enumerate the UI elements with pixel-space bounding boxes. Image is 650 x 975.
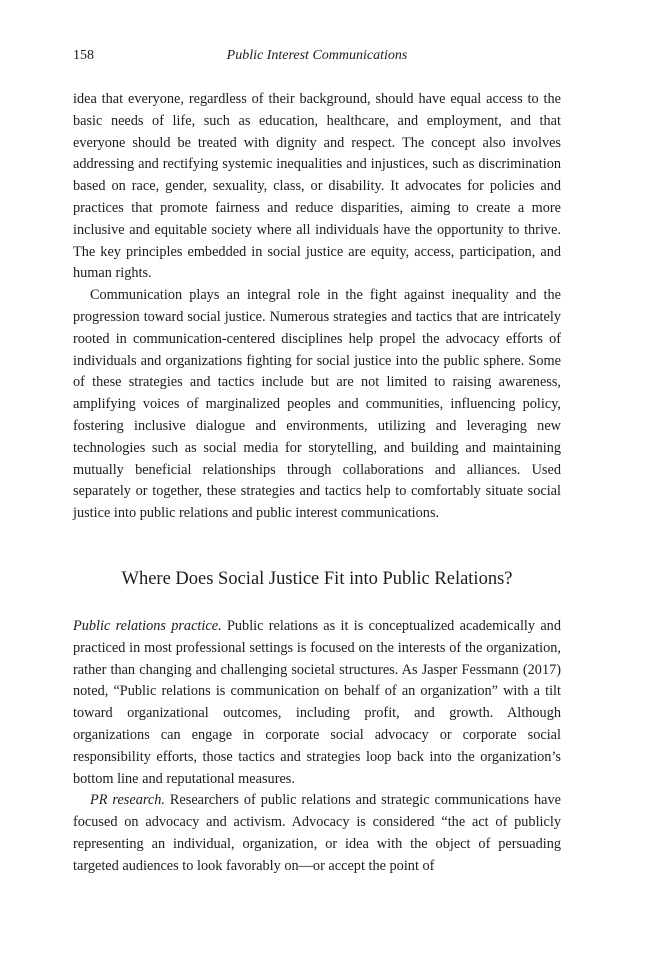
running-head: [73, 46, 561, 66]
paragraph-3-text: Public relations as it is conceptualized academically and practiced in most professional settings is focused on the interests of the organization, rather than changing and challenging societal structures. As Jasper Fessmann (2017) noted, “Public relations is communication on behalf of an organization” with a tilt toward organizational outcomes, including profit, and growth. Although organizations can engage in corporate social advocacy or corporate social responsibility efforts, those tactics and strategies loop back into the organization’s bottom line and reputational measures.: [73, 617, 561, 787]
body-text: [73, 89, 561, 878]
paragraph-4-text: Researchers of public relations and strategic communications have focused on advocacy and activism. Advocacy is considered “the act of publicly representing an individual, organization, or idea with the object of persuading targeted audiences to look favorably on—or accept the point of: [73, 792, 561, 874]
section-heading: Where Does Social Justice Fit into Public Relations?: [121, 568, 513, 589]
page-number: 158: [73, 48, 94, 63]
paragraph-3-runin: Public relations practice.: [73, 617, 222, 634]
paragraph-1: idea that everyone, regardless of their background, should have equal access to the basic needs of life, such as education, healthcare, and employment, and that everyone should be treated with dignity and respect. The concept also involves addressing and rectifying systemic inequalities and injustices, such as discrimination based on race, gender, sexuality, class, or disability. It advocates for policies and practices that promote fairness and reduce disparities, aiming to create a more inclusive and equitable society where all individuals have the opportunity to thrive. The key principles embedded in social justice are equity, access, participation, and human rights.: [73, 91, 561, 282]
running-title: Public Interest Communications: [226, 48, 408, 63]
paragraph-3: [73, 616, 561, 790]
paragraph-4: [73, 790, 561, 877]
paragraph-4-runin: PR research.: [90, 792, 165, 809]
paragraph-2: Communication plays an integral role in the fight against inequality and the progression toward social justice. Numerous strategies and tactics that are intricately rooted in communication-centered disciplines help propel the advocacy efforts of individuals and organizations fighting for social justice into the public sphere. Some of these strategies and tactics include but are not limited to raising awareness, amplifying voices of marginalized peoples and communities, influencing policy, fostering inclusive dialogue and environments, utilizing and leveraging new technologies such as social media for storytelling, and building and maintaining mutually beneficial relationships through collaborations and alliances. Used separately or together, these strategies and tactics help to comfortably situate social justice into public relations and public interest communications.: [73, 287, 561, 522]
